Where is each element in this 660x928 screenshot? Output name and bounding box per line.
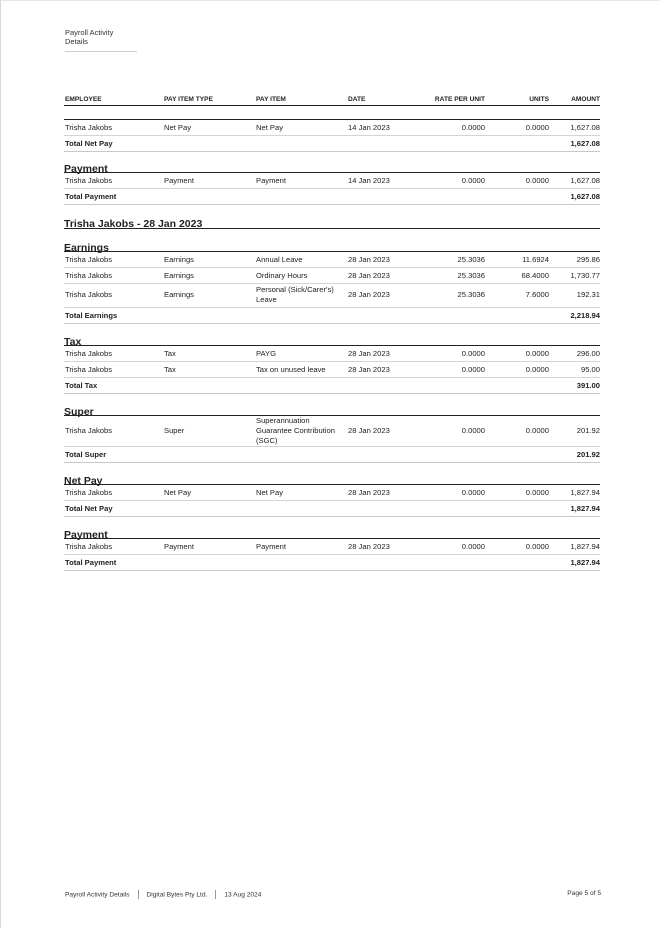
total-row [64,446,600,462]
cell-date: 28 Jan 2023 [347,415,413,446]
cell-item: Payment [255,172,347,188]
cell-type: Earnings [163,267,255,283]
cell-amount: 1,730.77 [549,267,600,283]
cell-rate: 0.0000 [413,119,485,135]
cell-employee: Trisha Jakobs [64,345,163,361]
cell-employee: Trisha Jakobs [64,484,163,500]
cell-units: 0.0000 [485,484,549,500]
cell-employee: Trisha Jakobs [64,172,163,188]
cell-employee: Trisha Jakobs [64,283,163,307]
cell-units: 0.0000 [485,119,549,135]
cell-amount: 1,827.94 [549,538,600,554]
section-net-pay [64,484,600,517]
total-label: Total Earnings [64,307,549,323]
cell-date: 14 Jan 2023 [347,172,413,188]
section-header-super [64,402,600,418]
cell-amount: 295.86 [549,251,600,267]
footer-divider [215,890,216,899]
section-title: Earnings [64,241,109,254]
cell-item: Annual Leave [255,251,347,267]
cell-units: 0.0000 [485,345,549,361]
total-label: Total Tax [64,377,549,393]
total-row [64,188,600,204]
section-header-earnings [64,238,600,254]
table-row [64,415,600,446]
header-employee: EMPLOYEE [64,93,163,105]
cell-type: Net Pay [163,484,255,500]
cell-rate: 0.0000 [413,361,485,377]
header-rate-per-unit: RATE PER UNIT [413,93,485,105]
cell-units: 7.6000 [485,283,549,307]
cell-date: 14 Jan 2023 [347,119,413,135]
cell-date: 28 Jan 2023 [347,538,413,554]
cell-rate: 0.0000 [413,172,485,188]
cell-item: Superannuation Guarantee Contribution (SGC) [255,415,347,446]
cell-units: 11.6924 [485,251,549,267]
cell-employee: Trisha Jakobs [64,415,163,446]
section-tax [64,345,600,394]
table-row [64,538,600,554]
cell-type: Payment [163,172,255,188]
employee-block-header [64,214,600,229]
section-super [64,415,600,463]
footer-date: 13 Aug 2024 [224,891,262,899]
section-header-net-pay [64,471,600,487]
cell-rate: 25.3036 [413,267,485,283]
section-earnings [64,251,600,324]
cell-type: Super [163,415,255,446]
cell-date: 28 Jan 2023 [347,345,413,361]
table-row [64,172,600,188]
total-label: Total Net Pay [64,500,549,516]
cell-item: PAYG [255,345,347,361]
total-amount: 1,827.94 [549,500,600,516]
cell-amount: 1,627.08 [549,172,600,188]
cell-item: Tax on unused leave [255,361,347,377]
section-header-payment-2 [64,525,600,541]
section-header-tax [64,332,600,348]
cell-rate: 0.0000 [413,538,485,554]
total-amount: 1,827.94 [549,554,600,570]
cell-type: Earnings [163,251,255,267]
section-title: Super [64,405,94,418]
cell-item: Ordinary Hours [255,267,347,283]
cell-type: Tax [163,345,255,361]
footer-divider [138,890,139,899]
table-row [64,119,600,135]
total-amount: 201.92 [549,446,600,462]
total-amount: 1,627.08 [549,188,600,204]
total-amount: 2,218.94 [549,307,600,323]
cell-units: 0.0000 [485,361,549,377]
total-row [64,135,600,151]
cell-units: 0.0000 [485,538,549,554]
cell-date: 28 Jan 2023 [347,484,413,500]
cell-units: 68.4000 [485,267,549,283]
cell-units: 0.0000 [485,415,549,446]
cell-rate: 0.0000 [413,484,485,500]
section-title: Payment [64,162,108,175]
header-amount: AMOUNT [549,93,600,105]
section-payment-2 [64,538,600,571]
cell-item: Personal (Sick/Carer's) Leave [255,283,347,307]
cell-employee: Trisha Jakobs [64,251,163,267]
cell-type: Payment [163,538,255,554]
cell-units: 0.0000 [485,172,549,188]
footer-company: Digital Bytes Pty Ltd. [146,891,208,899]
cell-date: 28 Jan 2023 [347,283,413,307]
total-row [64,500,600,516]
header-date: DATE [347,93,413,105]
cell-employee: Trisha Jakobs [64,361,163,377]
cell-rate: 0.0000 [413,345,485,361]
total-label: Total Net Pay [64,135,549,151]
column-header-table [64,93,600,106]
report-content [64,93,600,571]
total-label: Total Super [64,446,549,462]
section-net-pay-continued [64,119,600,152]
cell-amount: 192.31 [549,283,600,307]
total-amount: 1,627.08 [549,135,600,151]
total-amount: 391.00 [549,377,600,393]
table-row [64,484,600,500]
footer-page-number: Page 5 of 5 [567,890,601,897]
header-units: UNITS [485,93,549,105]
cell-date: 28 Jan 2023 [347,361,413,377]
cell-employee: Trisha Jakobs [64,538,163,554]
cell-amount: 1,627.08 [549,119,600,135]
cell-rate: 25.3036 [413,283,485,307]
header-pay-item: PAY ITEM [255,93,347,105]
cell-item: Payment [255,538,347,554]
table-row [64,267,600,283]
total-row [64,554,600,570]
section-title: Net Pay [64,474,103,487]
cell-date: 28 Jan 2023 [347,251,413,267]
cell-type: Net Pay [163,119,255,135]
cell-amount: 201.92 [549,415,600,446]
cell-employee: Trisha Jakobs [64,119,163,135]
footer-left [65,890,261,899]
header-pay-item-type: PAY ITEM TYPE [163,93,255,105]
total-label: Total Payment [64,554,549,570]
cell-amount: 296.00 [549,345,600,361]
employee-block-title: Trisha Jakobs - 28 Jan 2023 [64,217,203,230]
total-row [64,377,600,393]
total-row [64,307,600,323]
header-row [64,93,600,105]
table-row [64,283,600,307]
section-payment [64,172,600,205]
table-row [64,361,600,377]
cell-type: Earnings [163,283,255,307]
cell-rate: 0.0000 [413,415,485,446]
cell-amount: 95.00 [549,361,600,377]
document-title: Payroll Activity Details [65,28,137,52]
table-row [64,251,600,267]
cell-employee: Trisha Jakobs [64,267,163,283]
cell-amount: 1,827.94 [549,484,600,500]
cell-type: Tax [163,361,255,377]
table-row [64,345,600,361]
total-label: Total Payment [64,188,549,204]
cell-item: Net Pay [255,484,347,500]
footer-report-name: Payroll Activity Details [65,891,130,899]
cell-rate: 25.3036 [413,251,485,267]
section-header-payment [64,159,600,175]
cell-item: Net Pay [255,119,347,135]
cell-date: 28 Jan 2023 [347,267,413,283]
section-title: Tax [64,335,82,348]
section-title: Payment [64,528,108,541]
